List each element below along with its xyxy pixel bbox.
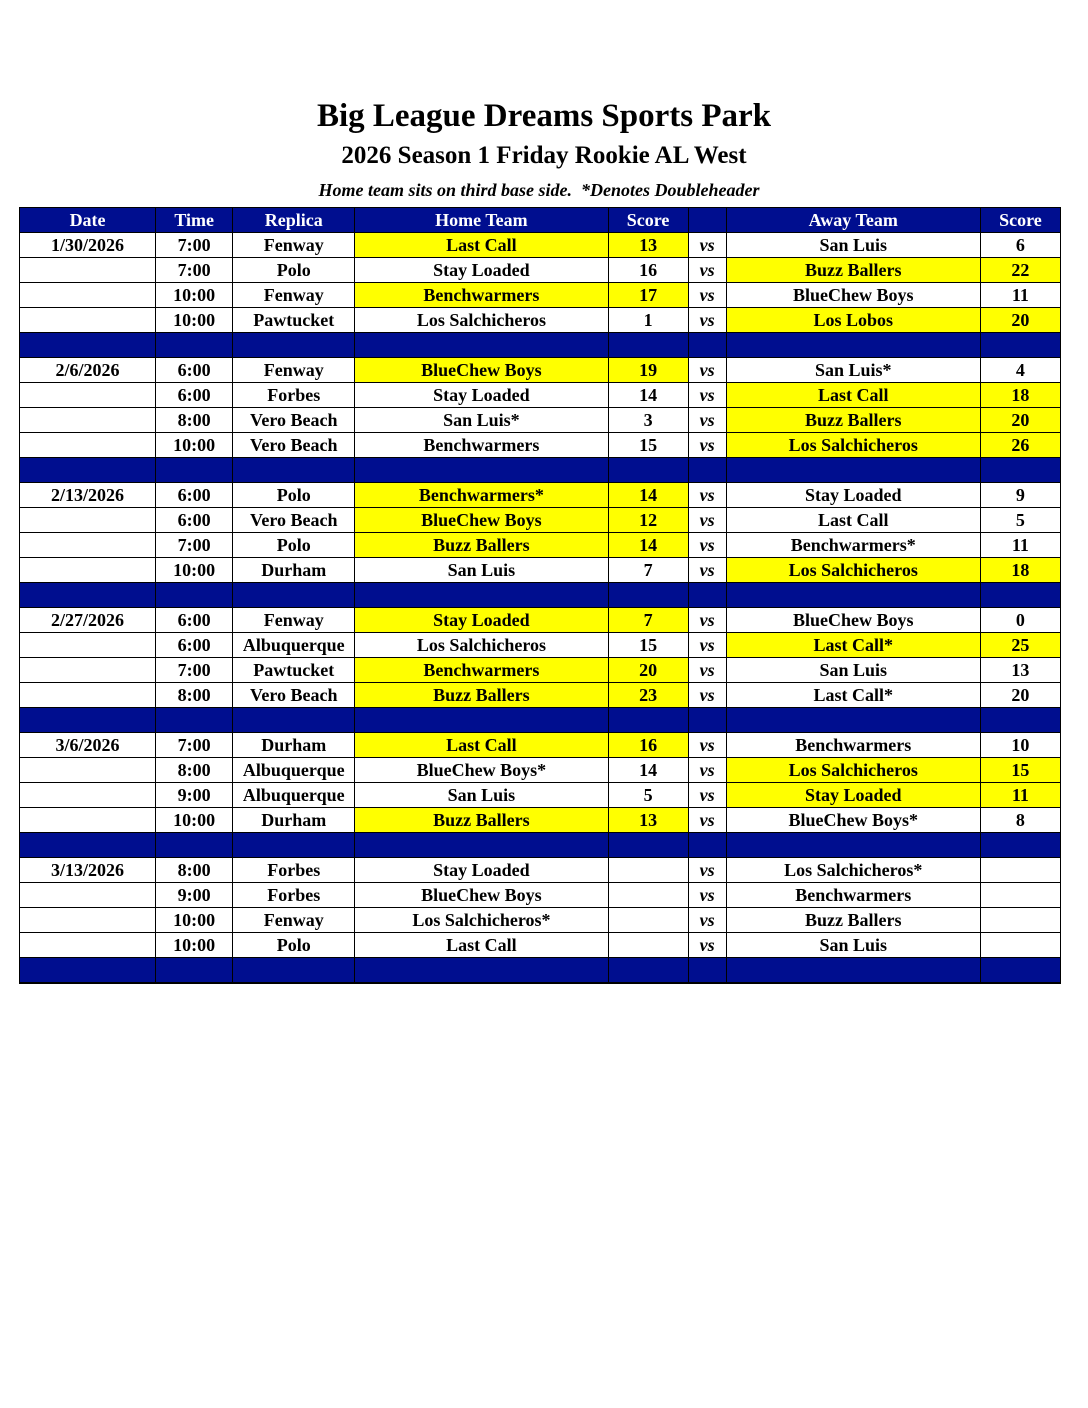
game-date: 2/27/2026 bbox=[20, 608, 156, 633]
separator-cell bbox=[608, 833, 688, 858]
game-row bbox=[20, 858, 1061, 883]
game-date bbox=[20, 383, 156, 408]
home-team: Buzz Ballers bbox=[355, 533, 608, 558]
game-replica: Polo bbox=[233, 483, 355, 508]
week-separator-row bbox=[20, 958, 1061, 984]
game-time: 10:00 bbox=[156, 283, 233, 308]
vs-label: vs bbox=[688, 808, 726, 833]
home-team: Benchwarmers* bbox=[355, 483, 608, 508]
separator-cell bbox=[355, 958, 608, 984]
vs-label: vs bbox=[688, 633, 726, 658]
col-header-replica: Replica bbox=[233, 208, 355, 233]
away-score: 13 bbox=[980, 658, 1060, 683]
game-time: 10:00 bbox=[156, 558, 233, 583]
separator-cell bbox=[688, 333, 726, 358]
game-time: 7:00 bbox=[156, 533, 233, 558]
vs-label: vs bbox=[688, 733, 726, 758]
away-score: 20 bbox=[980, 408, 1060, 433]
home-team: Last Call bbox=[355, 233, 608, 258]
game-replica: Vero Beach bbox=[233, 433, 355, 458]
separator-cell bbox=[980, 958, 1060, 984]
vs-label: vs bbox=[688, 408, 726, 433]
separator-cell bbox=[726, 833, 980, 858]
game-time: 10:00 bbox=[156, 308, 233, 333]
game-date bbox=[20, 658, 156, 683]
home-score: 7 bbox=[608, 558, 688, 583]
away-score bbox=[980, 933, 1060, 958]
home-team: BlueChew Boys bbox=[355, 358, 608, 383]
home-team: Los Salchicheros bbox=[355, 308, 608, 333]
away-score: 18 bbox=[980, 383, 1060, 408]
away-team: BlueChew Boys bbox=[726, 283, 980, 308]
away-team: Benchwarmers* bbox=[726, 533, 980, 558]
home-score: 15 bbox=[608, 433, 688, 458]
separator-cell bbox=[688, 958, 726, 984]
game-replica: Forbes bbox=[233, 883, 355, 908]
away-score: 6 bbox=[980, 233, 1060, 258]
schedule-body bbox=[20, 233, 1061, 984]
game-time: 10:00 bbox=[156, 808, 233, 833]
separator-cell bbox=[233, 458, 355, 483]
home-score: 13 bbox=[608, 808, 688, 833]
away-team: San Luis bbox=[726, 233, 980, 258]
away-score: 8 bbox=[980, 808, 1060, 833]
separator-cell bbox=[608, 708, 688, 733]
game-replica: Forbes bbox=[233, 383, 355, 408]
away-score: 22 bbox=[980, 258, 1060, 283]
separator-cell bbox=[233, 708, 355, 733]
away-team: BlueChew Boys* bbox=[726, 808, 980, 833]
separator-cell bbox=[726, 583, 980, 608]
separator-cell bbox=[233, 583, 355, 608]
separator-cell bbox=[980, 708, 1060, 733]
game-row bbox=[20, 758, 1061, 783]
home-score: 13 bbox=[608, 233, 688, 258]
game-date: 2/6/2026 bbox=[20, 358, 156, 383]
vs-label: vs bbox=[688, 858, 726, 883]
away-score bbox=[980, 883, 1060, 908]
game-date bbox=[20, 908, 156, 933]
separator-cell bbox=[156, 458, 233, 483]
away-score bbox=[980, 858, 1060, 883]
home-score: 14 bbox=[608, 533, 688, 558]
game-replica: Durham bbox=[233, 558, 355, 583]
game-date bbox=[20, 758, 156, 783]
separator-cell bbox=[608, 333, 688, 358]
game-replica: Durham bbox=[233, 733, 355, 758]
game-time: 6:00 bbox=[156, 383, 233, 408]
away-team: San Luis* bbox=[726, 358, 980, 383]
vs-label: vs bbox=[688, 383, 726, 408]
game-row bbox=[20, 683, 1061, 708]
game-date bbox=[20, 808, 156, 833]
game-replica: Fenway bbox=[233, 283, 355, 308]
vs-label: vs bbox=[688, 758, 726, 783]
game-date bbox=[20, 883, 156, 908]
home-score: 16 bbox=[608, 258, 688, 283]
game-row bbox=[20, 233, 1061, 258]
game-time: 10:00 bbox=[156, 433, 233, 458]
away-team: Los Salchicheros bbox=[726, 758, 980, 783]
home-score: 19 bbox=[608, 358, 688, 383]
game-replica: Vero Beach bbox=[233, 408, 355, 433]
separator-cell bbox=[156, 583, 233, 608]
home-team: Stay Loaded bbox=[355, 258, 608, 283]
game-time: 6:00 bbox=[156, 508, 233, 533]
away-team: Los Salchicheros bbox=[726, 558, 980, 583]
col-header-home-score: Score bbox=[608, 208, 688, 233]
away-team: San Luis bbox=[726, 658, 980, 683]
separator-cell bbox=[726, 958, 980, 984]
home-team: San Luis bbox=[355, 558, 608, 583]
week-separator-row bbox=[20, 333, 1061, 358]
separator-cell bbox=[980, 833, 1060, 858]
home-team: Benchwarmers bbox=[355, 283, 608, 308]
game-row bbox=[20, 283, 1061, 308]
away-score: 11 bbox=[980, 533, 1060, 558]
game-time: 6:00 bbox=[156, 358, 233, 383]
home-team: San Luis bbox=[355, 783, 608, 808]
game-row bbox=[20, 658, 1061, 683]
separator-cell bbox=[20, 583, 156, 608]
away-score: 20 bbox=[980, 683, 1060, 708]
separator-cell bbox=[20, 708, 156, 733]
game-date bbox=[20, 283, 156, 308]
week-separator-row bbox=[20, 458, 1061, 483]
game-row bbox=[20, 933, 1061, 958]
col-header-away-team: Away Team bbox=[726, 208, 980, 233]
game-time: 8:00 bbox=[156, 858, 233, 883]
home-team: San Luis* bbox=[355, 408, 608, 433]
separator-cell bbox=[980, 458, 1060, 483]
away-team: Stay Loaded bbox=[726, 483, 980, 508]
home-score: 5 bbox=[608, 783, 688, 808]
separator-cell bbox=[20, 833, 156, 858]
game-replica: Polo bbox=[233, 258, 355, 283]
vs-label: vs bbox=[688, 908, 726, 933]
away-team: BlueChew Boys bbox=[726, 608, 980, 633]
header-row bbox=[20, 208, 1061, 233]
game-row bbox=[20, 558, 1061, 583]
game-replica: Albuquerque bbox=[233, 783, 355, 808]
separator-cell bbox=[20, 958, 156, 984]
vs-label: vs bbox=[688, 883, 726, 908]
vs-label: vs bbox=[688, 283, 726, 308]
away-team: Last Call bbox=[726, 383, 980, 408]
home-team: Benchwarmers bbox=[355, 658, 608, 683]
vs-label: vs bbox=[688, 683, 726, 708]
game-date bbox=[20, 783, 156, 808]
away-score: 25 bbox=[980, 633, 1060, 658]
away-team: Last Call* bbox=[726, 633, 980, 658]
game-time: 7:00 bbox=[156, 733, 233, 758]
game-time: 9:00 bbox=[156, 783, 233, 808]
away-score: 4 bbox=[980, 358, 1060, 383]
home-score: 15 bbox=[608, 633, 688, 658]
separator-cell bbox=[688, 583, 726, 608]
home-score bbox=[608, 933, 688, 958]
home-team: Los Salchicheros* bbox=[355, 908, 608, 933]
separator-cell bbox=[608, 583, 688, 608]
away-score: 20 bbox=[980, 308, 1060, 333]
col-header-home-team: Home Team bbox=[355, 208, 608, 233]
game-replica: Polo bbox=[233, 533, 355, 558]
game-date bbox=[20, 433, 156, 458]
game-row bbox=[20, 308, 1061, 333]
separator-cell bbox=[980, 583, 1060, 608]
home-team: Last Call bbox=[355, 733, 608, 758]
home-team: Last Call bbox=[355, 933, 608, 958]
vs-label: vs bbox=[688, 258, 726, 283]
vs-label: vs bbox=[688, 358, 726, 383]
home-score: 16 bbox=[608, 733, 688, 758]
home-team: Los Salchicheros bbox=[355, 633, 608, 658]
game-row bbox=[20, 508, 1061, 533]
separator-cell bbox=[20, 333, 156, 358]
away-score: 9 bbox=[980, 483, 1060, 508]
away-team: Buzz Ballers bbox=[726, 258, 980, 283]
game-row bbox=[20, 408, 1061, 433]
game-time: 10:00 bbox=[156, 908, 233, 933]
away-score: 18 bbox=[980, 558, 1060, 583]
away-score: 0 bbox=[980, 608, 1060, 633]
separator-cell bbox=[156, 333, 233, 358]
game-date bbox=[20, 683, 156, 708]
game-row bbox=[20, 633, 1061, 658]
game-row bbox=[20, 358, 1061, 383]
game-time: 7:00 bbox=[156, 258, 233, 283]
away-team: Benchwarmers bbox=[726, 883, 980, 908]
game-time: 8:00 bbox=[156, 758, 233, 783]
separator-cell bbox=[608, 958, 688, 984]
game-replica: Pawtucket bbox=[233, 658, 355, 683]
separator-cell bbox=[726, 708, 980, 733]
away-team: Last Call* bbox=[726, 683, 980, 708]
game-row bbox=[20, 783, 1061, 808]
home-team: BlueChew Boys* bbox=[355, 758, 608, 783]
away-team: San Luis bbox=[726, 933, 980, 958]
home-team: BlueChew Boys bbox=[355, 883, 608, 908]
home-score: 23 bbox=[608, 683, 688, 708]
separator-cell bbox=[156, 833, 233, 858]
home-team: Benchwarmers bbox=[355, 433, 608, 458]
away-team: Los Salchicheros bbox=[726, 433, 980, 458]
home-score: 12 bbox=[608, 508, 688, 533]
home-team: Stay Loaded bbox=[355, 383, 608, 408]
page-subtitle: 2026 Season 1 Friday Rookie AL West bbox=[341, 142, 747, 169]
separator-cell bbox=[355, 708, 608, 733]
game-date: 1/30/2026 bbox=[20, 233, 156, 258]
game-replica: Fenway bbox=[233, 233, 355, 258]
game-date bbox=[20, 533, 156, 558]
separator-cell bbox=[688, 458, 726, 483]
home-score: 1 bbox=[608, 308, 688, 333]
home-score: 14 bbox=[608, 383, 688, 408]
game-time: 10:00 bbox=[156, 933, 233, 958]
game-replica: Fenway bbox=[233, 608, 355, 633]
week-separator-row bbox=[20, 583, 1061, 608]
game-row bbox=[20, 608, 1061, 633]
separator-cell bbox=[355, 833, 608, 858]
game-row bbox=[20, 733, 1061, 758]
separator-cell bbox=[156, 958, 233, 984]
game-row bbox=[20, 433, 1061, 458]
away-score: 5 bbox=[980, 508, 1060, 533]
game-date bbox=[20, 508, 156, 533]
game-replica: Vero Beach bbox=[233, 508, 355, 533]
vs-label: vs bbox=[688, 508, 726, 533]
away-team: Los Lobos bbox=[726, 308, 980, 333]
home-team: BlueChew Boys bbox=[355, 508, 608, 533]
home-score: 14 bbox=[608, 758, 688, 783]
away-score: 11 bbox=[980, 283, 1060, 308]
home-team: Stay Loaded bbox=[355, 858, 608, 883]
game-time: 6:00 bbox=[156, 633, 233, 658]
game-row bbox=[20, 483, 1061, 508]
game-row bbox=[20, 908, 1061, 933]
home-score bbox=[608, 858, 688, 883]
game-row bbox=[20, 383, 1061, 408]
game-date: 2/13/2026 bbox=[20, 483, 156, 508]
game-date bbox=[20, 558, 156, 583]
away-team: Buzz Ballers bbox=[726, 908, 980, 933]
separator-cell bbox=[355, 458, 608, 483]
home-team: Stay Loaded bbox=[355, 608, 608, 633]
home-score: 20 bbox=[608, 658, 688, 683]
game-date: 3/6/2026 bbox=[20, 733, 156, 758]
game-time: 7:00 bbox=[156, 658, 233, 683]
game-time: 8:00 bbox=[156, 683, 233, 708]
away-team: Los Salchicheros* bbox=[726, 858, 980, 883]
away-team: Benchwarmers bbox=[726, 733, 980, 758]
separator-cell bbox=[980, 333, 1060, 358]
page-title: Big League Dreams Sports Park bbox=[316, 98, 772, 134]
game-date bbox=[20, 258, 156, 283]
separator-cell bbox=[688, 708, 726, 733]
game-time: 6:00 bbox=[156, 608, 233, 633]
col-header-time: Time bbox=[156, 208, 233, 233]
game-row bbox=[20, 258, 1061, 283]
vs-label: vs bbox=[688, 608, 726, 633]
home-score: 7 bbox=[608, 608, 688, 633]
vs-label: vs bbox=[688, 308, 726, 333]
game-replica: Durham bbox=[233, 808, 355, 833]
away-team: Buzz Ballers bbox=[726, 408, 980, 433]
col-header-date: Date bbox=[20, 208, 156, 233]
home-team: Buzz Ballers bbox=[355, 808, 608, 833]
separator-cell bbox=[355, 583, 608, 608]
separator-cell bbox=[233, 958, 355, 984]
col-header-vs bbox=[688, 208, 726, 233]
vs-label: vs bbox=[688, 658, 726, 683]
vs-label: vs bbox=[688, 783, 726, 808]
game-replica: Fenway bbox=[233, 908, 355, 933]
game-date bbox=[20, 933, 156, 958]
home-score bbox=[608, 883, 688, 908]
game-date bbox=[20, 308, 156, 333]
separator-cell bbox=[156, 708, 233, 733]
game-replica: Pawtucket bbox=[233, 308, 355, 333]
separator-cell bbox=[726, 458, 980, 483]
separator-cell bbox=[233, 333, 355, 358]
game-date bbox=[20, 408, 156, 433]
game-time: 9:00 bbox=[156, 883, 233, 908]
doubleheader-note: Home team sits on third base side. *Denotes Doubleheader bbox=[318, 180, 760, 200]
vs-label: vs bbox=[688, 558, 726, 583]
home-score: 17 bbox=[608, 283, 688, 308]
away-team: Last Call bbox=[726, 508, 980, 533]
separator-cell bbox=[608, 458, 688, 483]
home-score: 3 bbox=[608, 408, 688, 433]
game-replica: Fenway bbox=[233, 358, 355, 383]
game-replica: Albuquerque bbox=[233, 758, 355, 783]
game-time: 7:00 bbox=[156, 233, 233, 258]
vs-label: vs bbox=[688, 933, 726, 958]
vs-label: vs bbox=[688, 233, 726, 258]
away-score: 15 bbox=[980, 758, 1060, 783]
separator-cell bbox=[355, 333, 608, 358]
home-score bbox=[608, 908, 688, 933]
game-row bbox=[20, 883, 1061, 908]
game-replica: Vero Beach bbox=[233, 683, 355, 708]
away-team: Stay Loaded bbox=[726, 783, 980, 808]
game-replica: Polo bbox=[233, 933, 355, 958]
game-replica: Albuquerque bbox=[233, 633, 355, 658]
game-replica: Forbes bbox=[233, 858, 355, 883]
vs-label: vs bbox=[688, 533, 726, 558]
col-header-away-score: Score bbox=[980, 208, 1060, 233]
game-row bbox=[20, 533, 1061, 558]
week-separator-row bbox=[20, 708, 1061, 733]
game-date bbox=[20, 633, 156, 658]
separator-cell bbox=[233, 833, 355, 858]
game-date: 3/13/2026 bbox=[20, 858, 156, 883]
game-time: 8:00 bbox=[156, 408, 233, 433]
away-score bbox=[980, 908, 1060, 933]
away-score: 11 bbox=[980, 783, 1060, 808]
home-score: 14 bbox=[608, 483, 688, 508]
schedule-table bbox=[19, 207, 1061, 984]
vs-label: vs bbox=[688, 483, 726, 508]
home-team: Buzz Ballers bbox=[355, 683, 608, 708]
game-time: 6:00 bbox=[156, 483, 233, 508]
week-separator-row bbox=[20, 833, 1061, 858]
away-score: 10 bbox=[980, 733, 1060, 758]
separator-cell bbox=[726, 333, 980, 358]
separator-cell bbox=[20, 458, 156, 483]
away-score: 26 bbox=[980, 433, 1060, 458]
vs-label: vs bbox=[688, 433, 726, 458]
game-row bbox=[20, 808, 1061, 833]
separator-cell bbox=[688, 833, 726, 858]
